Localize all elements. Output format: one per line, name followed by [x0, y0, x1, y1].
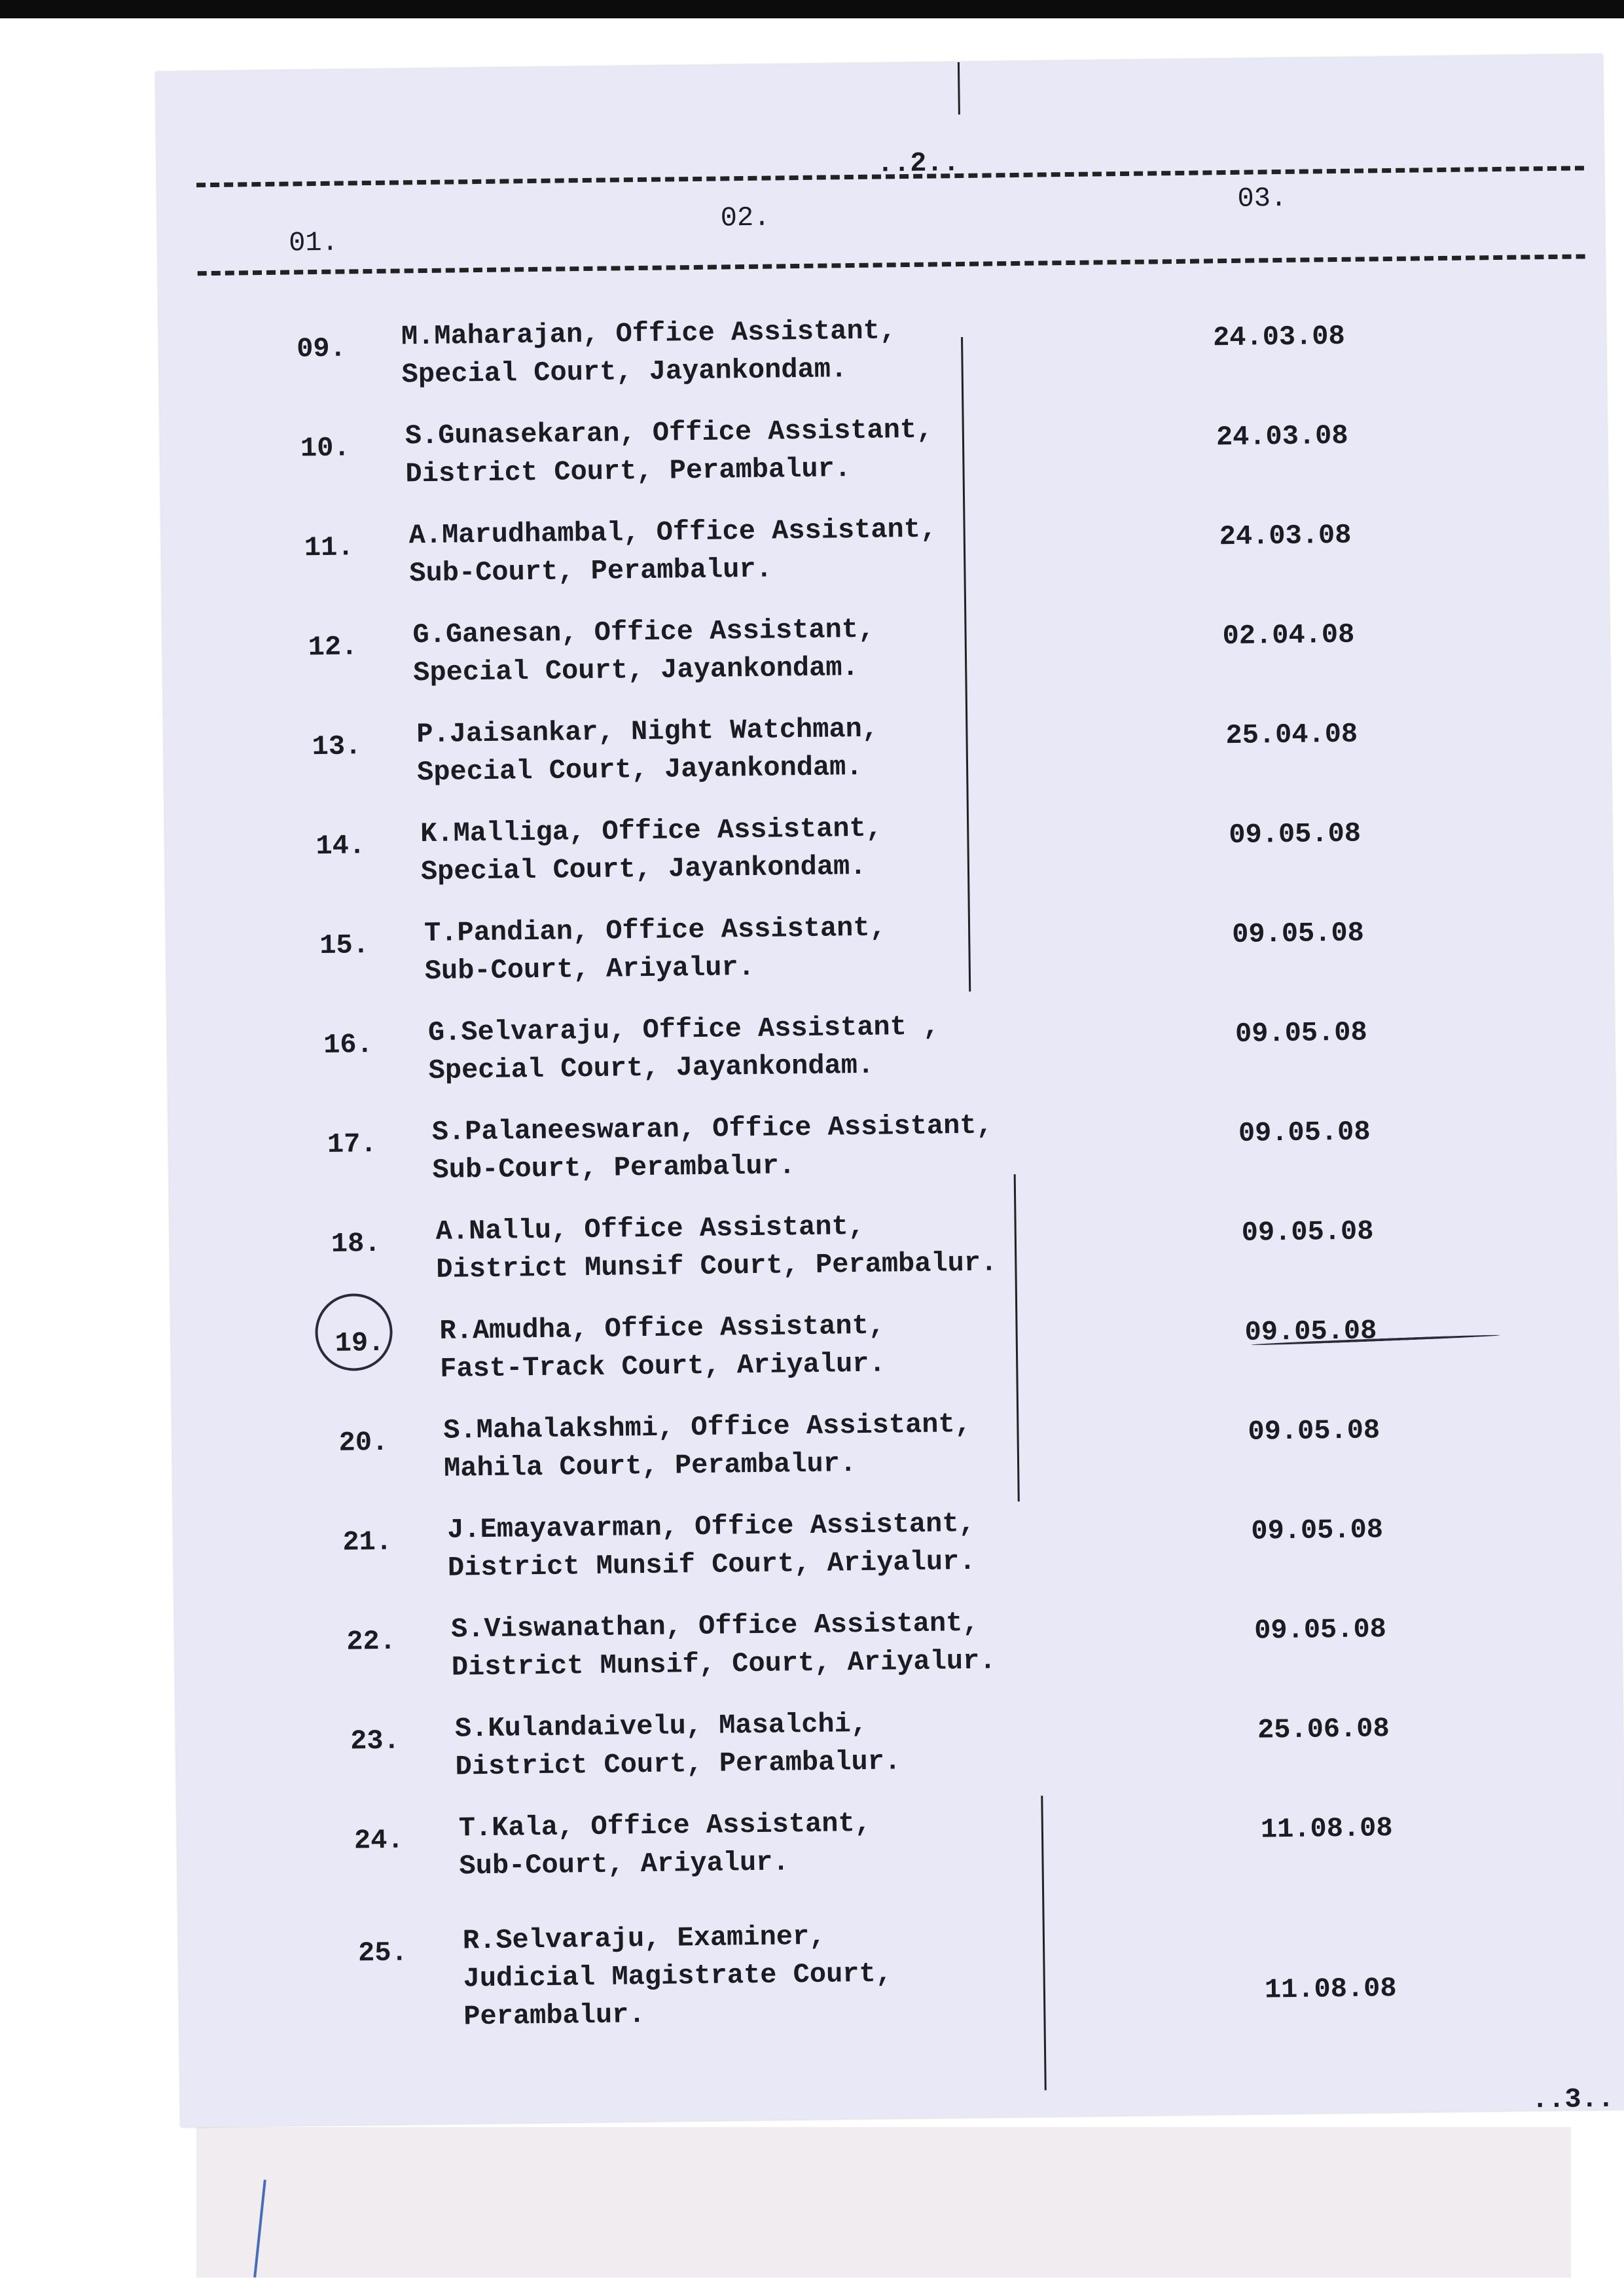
entry-line1: S.Kulandaivelu, Masalchi, — [454, 1708, 868, 1745]
entry-date: 09.05.08 — [1244, 1315, 1377, 1348]
entry-date: 09.05.08 — [1231, 917, 1365, 951]
entry-line2: Special Court, Jayankondam. — [412, 651, 859, 689]
entry-line1: G.Selvaraju, Office Assistant , — [427, 1011, 940, 1049]
entry-number: 17. — [327, 1128, 377, 1160]
entry-name-post — [405, 411, 933, 493]
column-heading-01: 01. — [288, 226, 339, 259]
entry-name-post — [435, 1206, 997, 1288]
entry-line1: S.Gunasekaran, Office Assistant, — [405, 414, 933, 452]
scanner-top-edge — [0, 0, 1624, 18]
table-row — [168, 1099, 1608, 1186]
table-row — [162, 601, 1602, 689]
entry-line1: G.Ganesan, Office Assistant, — [412, 613, 875, 651]
entry-name-post — [408, 510, 937, 592]
entry-number: 15. — [319, 929, 370, 962]
entry-date: 24.03.08 — [1216, 420, 1348, 454]
entry-line2: Special Court, Jayankondam. — [416, 751, 863, 789]
table-row — [159, 303, 1599, 391]
entry-date: 09.05.08 — [1235, 1016, 1368, 1050]
entry-date: 09.05.08 — [1248, 1414, 1380, 1448]
entry-name-post — [463, 1916, 893, 2036]
table-row — [173, 1497, 1614, 1584]
entry-date: 25.04.08 — [1225, 718, 1358, 752]
entry-line1: K.Malliga, Office Assistant, — [420, 812, 883, 850]
column-divider-lower — [1014, 1174, 1020, 1501]
entry-number: 13. — [312, 730, 362, 763]
entry-line1: A.Marudhambal, Office Assistant, — [408, 513, 937, 552]
table-row — [175, 1596, 1615, 1683]
entry-name-post — [443, 1405, 972, 1488]
entry-line1: R.Amudha, Office Assistant, — [439, 1310, 886, 1347]
entry-line2: Fast-Track Court, Ariyalur. — [439, 1348, 886, 1385]
entry-line2: Sub-Court, Perambalur. — [432, 1150, 796, 1186]
entry-line1: S.Palaneeswaran, Office Assistant, — [431, 1109, 994, 1148]
entry-name-post — [439, 1307, 886, 1388]
entry-date: 09.05.08 — [1238, 1116, 1371, 1149]
entry-date: 11.08.08 — [1260, 1812, 1393, 1846]
entry-line3: Perambalur. — [463, 1999, 645, 2033]
handwritten-circle-mark — [306, 1285, 402, 1380]
table-row — [176, 1696, 1616, 1783]
document-page — [156, 54, 1624, 2127]
entry-name-post — [451, 1604, 996, 1687]
table-row — [164, 701, 1604, 789]
table-row — [166, 900, 1606, 988]
column-heading-02: 02. — [720, 202, 770, 234]
entry-line2: Judicial Magistrate Court, — [463, 1958, 893, 1995]
entry-line2: Sub-Court, Ariyalur. — [459, 1846, 789, 1882]
entry-date: 24.03.08 — [1212, 320, 1346, 354]
entry-line1: S.Viswanathan, Office Assistant, — [450, 1607, 979, 1645]
entry-line1: R.Selvaraju, Examiner, — [462, 1920, 826, 1957]
entry-line2: Special Court, Jayankondam. — [428, 1049, 875, 1087]
entry-date: 09.05.08 — [1251, 1514, 1384, 1547]
column-divider-middle — [961, 337, 971, 992]
underlying-page-strip — [196, 2127, 1571, 2278]
entry-line2: District Munsif Court, Ariyalur. — [447, 1545, 976, 1584]
column-heading-03: 03. — [1237, 182, 1288, 215]
entry-number: 25. — [357, 1937, 408, 1969]
entry-name-post — [420, 810, 883, 891]
entry-number: 16. — [323, 1029, 374, 1061]
column-divider-bottom — [1041, 1796, 1046, 2090]
entry-date: 11.08.08 — [1264, 1973, 1397, 2006]
entry-name-post — [458, 1804, 871, 1886]
entry-number: 14. — [316, 830, 366, 863]
entry-line1: P.Jaisankar, Night Watchman, — [416, 713, 879, 751]
entry-name-post — [455, 1704, 901, 1785]
entry-date: 09.05.08 — [1229, 817, 1362, 852]
entry-line2: Sub-Court, Perambalur. — [409, 553, 773, 590]
entry-line2: Special Court, Jayankondam. — [401, 353, 848, 391]
entry-number: 11. — [304, 531, 354, 564]
entry-line1: T.Kala, Office Assistant, — [458, 1807, 872, 1844]
entry-number: 21. — [342, 1526, 393, 1558]
entry-line2: Sub-Court, Ariyalur. — [424, 951, 755, 988]
table-row — [179, 1908, 1619, 2033]
entry-number: 10. — [300, 432, 350, 465]
entry-line2: District Court, Perambalur. — [455, 1746, 901, 1783]
entry-line2: Special Court, Jayankondam. — [420, 850, 867, 888]
entry-number: 24. — [353, 1824, 404, 1857]
entry-line2: District Court, Perambalur. — [405, 453, 852, 490]
page-number-header: ..2.. — [876, 147, 960, 180]
table-row — [168, 999, 1608, 1087]
entry-line1: J.Emayavarman, Office Assistant, — [446, 1507, 976, 1546]
header-dashed-rule-bottom — [198, 254, 1585, 276]
entry-line2: Mahila Court, Perambalur. — [443, 1448, 857, 1484]
table-row — [170, 1198, 1610, 1285]
entry-date: 25.06.08 — [1257, 1713, 1390, 1746]
entry-number: 19. — [334, 1327, 385, 1359]
entry-name-post — [431, 1107, 993, 1189]
entry-date: 24.03.08 — [1219, 519, 1352, 553]
entry-date: 09.05.08 — [1241, 1215, 1374, 1249]
entry-name-post — [424, 908, 887, 990]
entry-date: 09.05.08 — [1254, 1613, 1387, 1647]
table-row — [161, 502, 1601, 590]
entry-name-post — [412, 611, 875, 692]
entry-name-post — [401, 312, 897, 393]
entry-number: 23. — [350, 1725, 401, 1757]
entry-number: 20. — [338, 1426, 389, 1459]
table-row — [177, 1795, 1617, 1882]
entry-line1: A.Nallu, Office Assistant, — [435, 1210, 865, 1247]
entry-name-post — [428, 1007, 941, 1090]
entry-number: 18. — [331, 1227, 381, 1260]
entry-date: 02.04.08 — [1222, 619, 1355, 653]
table-row — [165, 800, 1605, 888]
entry-name-post — [447, 1505, 976, 1587]
entry-line2: District Munsif, Court, Ariyalur. — [451, 1645, 996, 1683]
entry-number: 12. — [308, 631, 358, 664]
entry-line2: District Munsif Court, Perambalur. — [436, 1247, 998, 1285]
table-row — [172, 1397, 1612, 1484]
entry-line1: S.Mahalakshmi, Office Assistant, — [443, 1408, 972, 1446]
entry-name-post — [416, 710, 879, 792]
page-number-footer: ..3.. — [1531, 2083, 1615, 2116]
entry-line1: M.Maharajan, Office Assistant, — [401, 315, 897, 353]
column-divider-top — [958, 62, 960, 115]
entry-line1: T.Pandian, Office Assistant, — [424, 912, 887, 950]
entry-number: 22. — [346, 1625, 397, 1658]
entry-number: 09. — [296, 332, 347, 365]
table-row — [160, 403, 1600, 490]
